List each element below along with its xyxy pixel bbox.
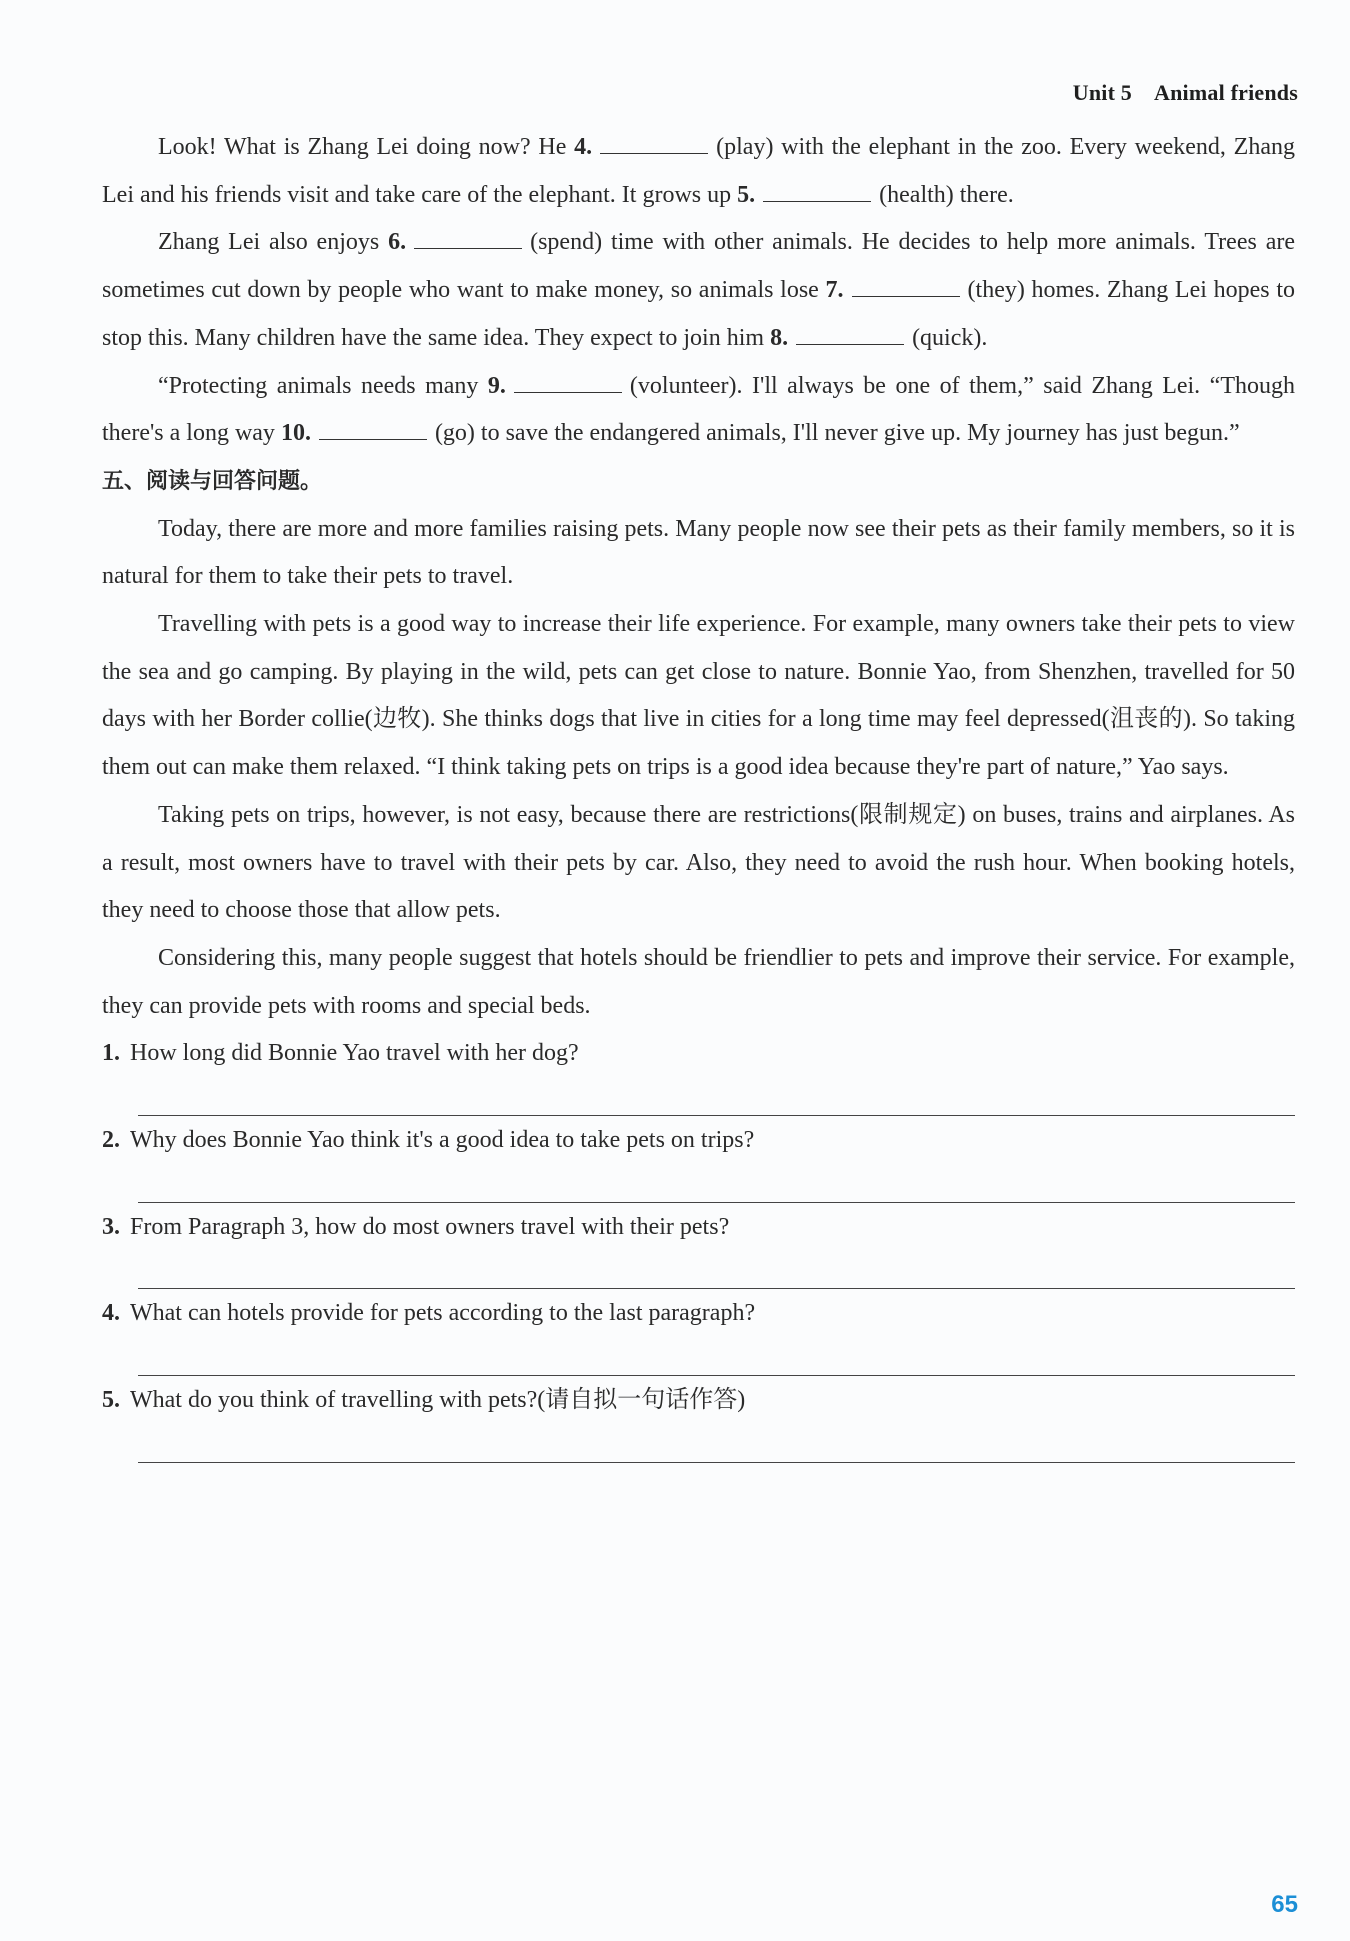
cloze-paragraph-2 [102, 219, 1295, 362]
blank-number: 10. [280, 420, 311, 447]
question-number: 3. [102, 1213, 120, 1240]
cloze-text: (health) there. [879, 181, 1014, 208]
cloze-text: (spend) time with other animals. He decides to help more animals. Trees are sometimes cut down by people who want to make money, so animals lose [102, 229, 1295, 304]
blank-line[interactable] [514, 370, 622, 393]
blank-line[interactable] [796, 322, 904, 345]
question-4 [102, 1290, 1295, 1376]
cloze-text: Zhang Lei also enjoys [158, 229, 389, 256]
question-prompt: What can hotels provide for pets according to the last paragraph? [130, 1300, 756, 1327]
cloze-text: (go) to save the endangered animals, I'll never give up. My journey has just begun.” [434, 420, 1240, 447]
unit-label: Unit 5 [1072, 80, 1133, 105]
cloze-paragraph-3 [102, 363, 1295, 458]
blank-number: 9. [487, 372, 506, 399]
cloze-text: (they) homes. Zhang Lei hopes to stop this. Many children have the same idea. They expect to join him [102, 277, 1295, 351]
question-3 [102, 1204, 1295, 1290]
blank-number: 8. [770, 324, 789, 351]
question-number: 5. [102, 1387, 120, 1414]
cloze-text: “Protecting animals needs many [158, 372, 488, 399]
cloze-text: (quick). [912, 324, 988, 351]
blank-number: 5. [737, 181, 756, 208]
question-5 [102, 1377, 1295, 1463]
reading-paragraph: Today, there are more and more families raising pets. Many people now see their pets as their family members, so it is natural for them to take their pets to travel. [102, 515, 1295, 590]
section-title: 五、阅读与回答问题。 [102, 468, 323, 494]
blank-number: 6. [388, 229, 407, 256]
cloze-paragraph-1 [102, 124, 1295, 219]
blank-line[interactable] [414, 226, 522, 249]
page-content [102, 124, 1295, 1464]
question-prompt: What do you think of travelling with pets?(请自拟一句话作答) [130, 1387, 746, 1414]
reading-paragraph: Considering this, many people suggest that hotels should be friendlier to pets and improve their service. For example, they can provide pets with rooms and special beds. [102, 944, 1295, 1019]
blank-number: 7. [825, 277, 844, 304]
question-prompt: How long did Bonnie Yao travel with her dog? [130, 1040, 579, 1067]
blank-number: 4. [574, 134, 593, 160]
question-2 [102, 1117, 1295, 1203]
page-number: 65 [1271, 1891, 1298, 1918]
cloze-text: (play) with the elephant in the zoo. Every weekend, Zhang Lei and his friends visit and take care of the elephant. It grows up [102, 134, 1295, 208]
question-number: 4. [102, 1300, 120, 1327]
question-1 [102, 1030, 1295, 1116]
reading-paragraph: Taking pets on trips, however, is not easy, because there are restrictions(限制规定) on buses, trains and airplanes. As a result, most owners have to travel with their pets by car. Also, they need to avoid the rush hour. When booking hotels, they need to choose those that allow pets. [102, 801, 1295, 924]
question-prompt: Why does Bonnie Yao think it's a good idea to take pets on trips? [130, 1127, 755, 1154]
question-prompt: From Paragraph 3, how do most owners travel with their pets? [130, 1213, 730, 1240]
blank-line[interactable] [600, 131, 708, 154]
blank-line[interactable] [319, 417, 427, 440]
question-number: 1. [102, 1040, 120, 1067]
cloze-text: (volunteer). I'll always be one of them,” said Zhang Lei. “Though there's a long way [102, 372, 1295, 447]
cloze-text: Look! What is Zhang Lei doing now? He [158, 134, 575, 160]
unit-title: Animal friends [1154, 80, 1298, 105]
question-number: 2. [102, 1127, 120, 1154]
page-header [1073, 80, 1298, 106]
reading-paragraph: Travelling with pets is a good way to increase their life experience. For example, many owners take their pets to view the sea and go camping. By playing in the wild, pets can get close to nature. Bonnie Yao, from Shenzhen, travelled for 50 days with her Border collie(边牧). She thinks dogs that live in cities for a long time may feel depressed(沮丧的). So taking them out can make them relaxed. “I think taking pets on trips is a good idea because they're part of nature,” Yao says. [102, 611, 1295, 781]
blank-line[interactable] [763, 179, 871, 202]
blank-line[interactable] [852, 274, 960, 297]
